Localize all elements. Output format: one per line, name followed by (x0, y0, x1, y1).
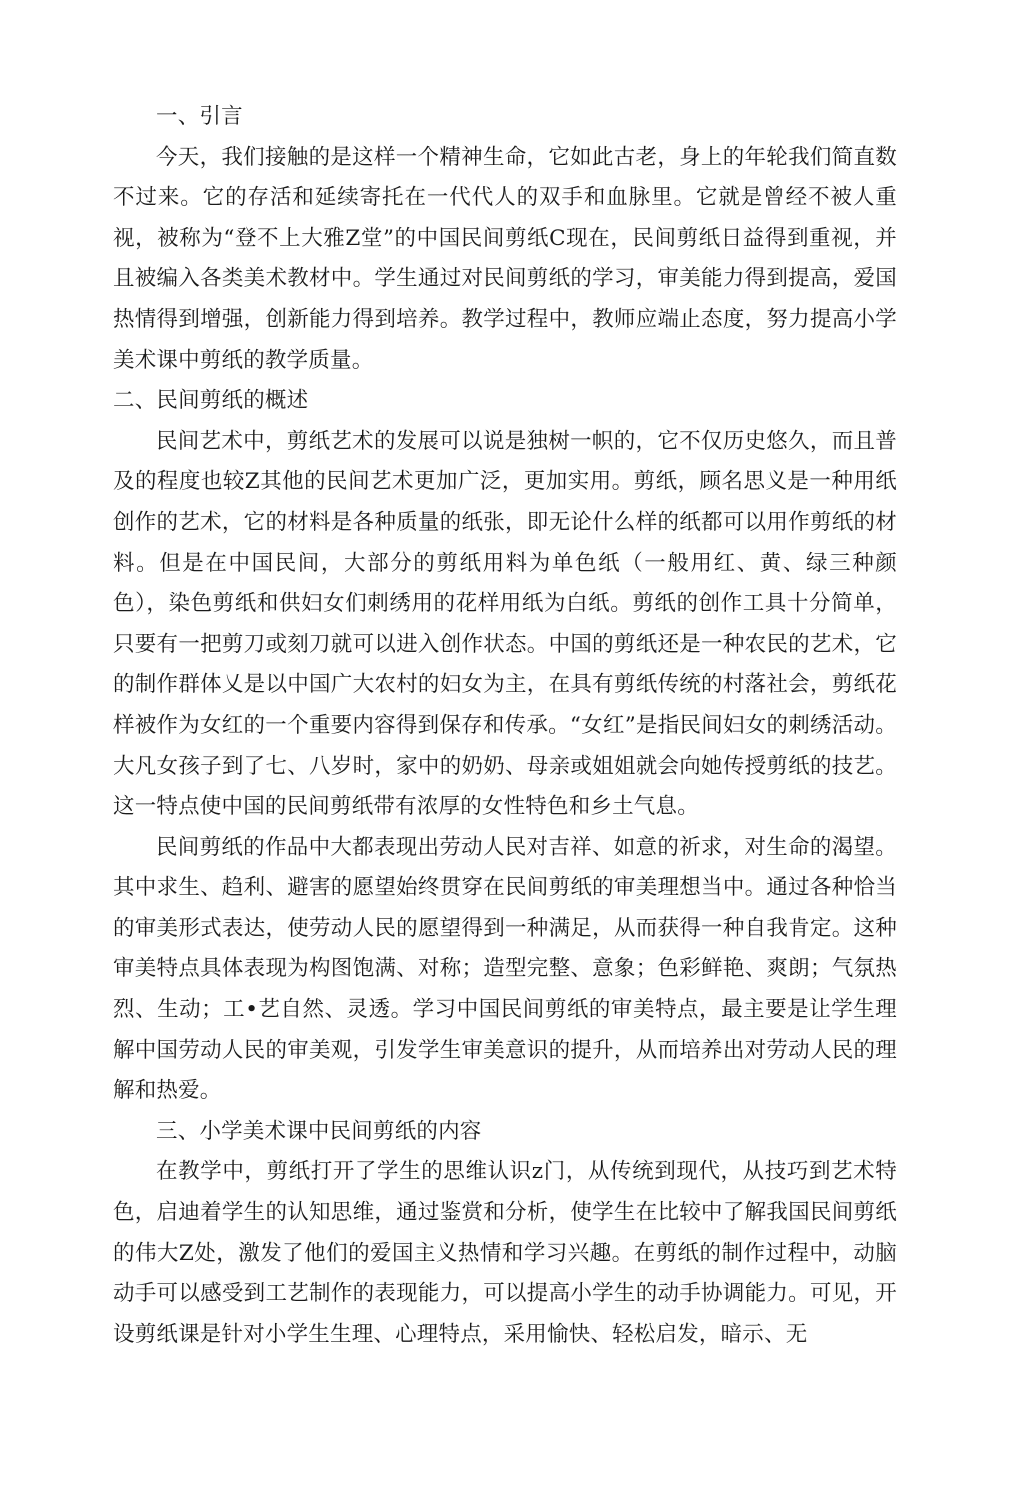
paragraph-overview-2: 民间剪纸的作品中大都表现出劳动人民对吉祥、如意的祈求，对生命的渴望。其中求生、趋利、避害的愿望始终贯穿在民间剪纸的审美理想当中。通过各种恰当的审美形式表达，使劳动人民的愿望得到一种满足，从而获得一种自我肯定。这种审美特点具体表现为构图饱满、对称；造型完整、意象；色彩鲜艳、爽朗；气氛热烈、生动；工•艺自然、灵透。学习中国民间剪纸的审美特点，最主要是让学生理解中国劳动人民的审美观，引发学生审美意识的提升，从而培养出对劳动人民的理解和热爱。 (113, 834, 897, 1104)
section-heading-overview: 二、民间剪纸的概述 (113, 388, 309, 414)
paragraph-content-1: 在教学中，剪纸打开了学生的思维认识z门，从传统到现代，从技巧到艺术特色，启迪着学生的认知思维，通过鉴赏和分析，使学生在比较中了解我国民间剪纸的伟大Z处，激发了他们的爱国主义热情和学习兴趣。在剪纸的制作过程中，动脑动手可以感受到工艺制作的表现能力，可以提高小学生的动手协调能力。可见，开设剪纸课是针对小学生生理、心理特点，采用愉快、轻松启发，暗示、无 (113, 1159, 897, 1347)
paragraph-overview-1: 民间艺术中，剪纸艺术的发展可以说是独树一帜的，它不仅历史悠久，而且普及的程度也较Z其他的民间艺术更加广泛，更加实用。剪纸，顾名思义是一种用纸创作的艺术，它的材料是各种质量的纸张，即无论什么样的纸都可以用作剪纸的材料。但是在中国民间，大部分的剪纸用料为单色纸（一般用红、黄、绿三种颜色），染色剪纸和供妇女们刺绣用的花样用纸为白纸。剪纸的创作工具十分简单，只要有一把剪刀或刻刀就可以进入创作状态。中国的剪纸还是一种农民的艺术，它的制作群体乂是以中国广大农村的妇女为主，在具有剪纸传统的村落社会，剪纸花样被作为女红的一个重要内容得到保存和传承。“女红”是指民间妇女的刺绣活动。大凡女孩子到了七、八岁时，家中的奶奶、母亲或姐姐就会向她传授剪纸的技艺。这一特点使中国的民间剪纸带有浓厚的女性特色和乡土气息。 (113, 428, 897, 820)
paragraph-introduction: 今天，我们接触的是这样一个精神生命，它如此古老，身上的年轮我们简直数不过来。它的存活和延续寄托在一代代人的双手和血脉里。它就是曾经不被人重视，被称为“登不上大雅Z堂”的中国民间剪纸C现在，民间剪纸日益得到重视，并且被编入各类美术教材中。学生通过对民间剪纸的学习，审美能力得到提高，爱国热情得到增强，创新能力得到培养。教学过程中，教师应端止态度，努力提高小学美术课中剪纸的教学质量。 (113, 144, 897, 373)
section-heading-introduction: 一、引言 (156, 104, 243, 129)
document-page (113, 97, 897, 1355)
section-heading-content: 三、小学美术课中民间剪纸的内容 (156, 1118, 482, 1144)
